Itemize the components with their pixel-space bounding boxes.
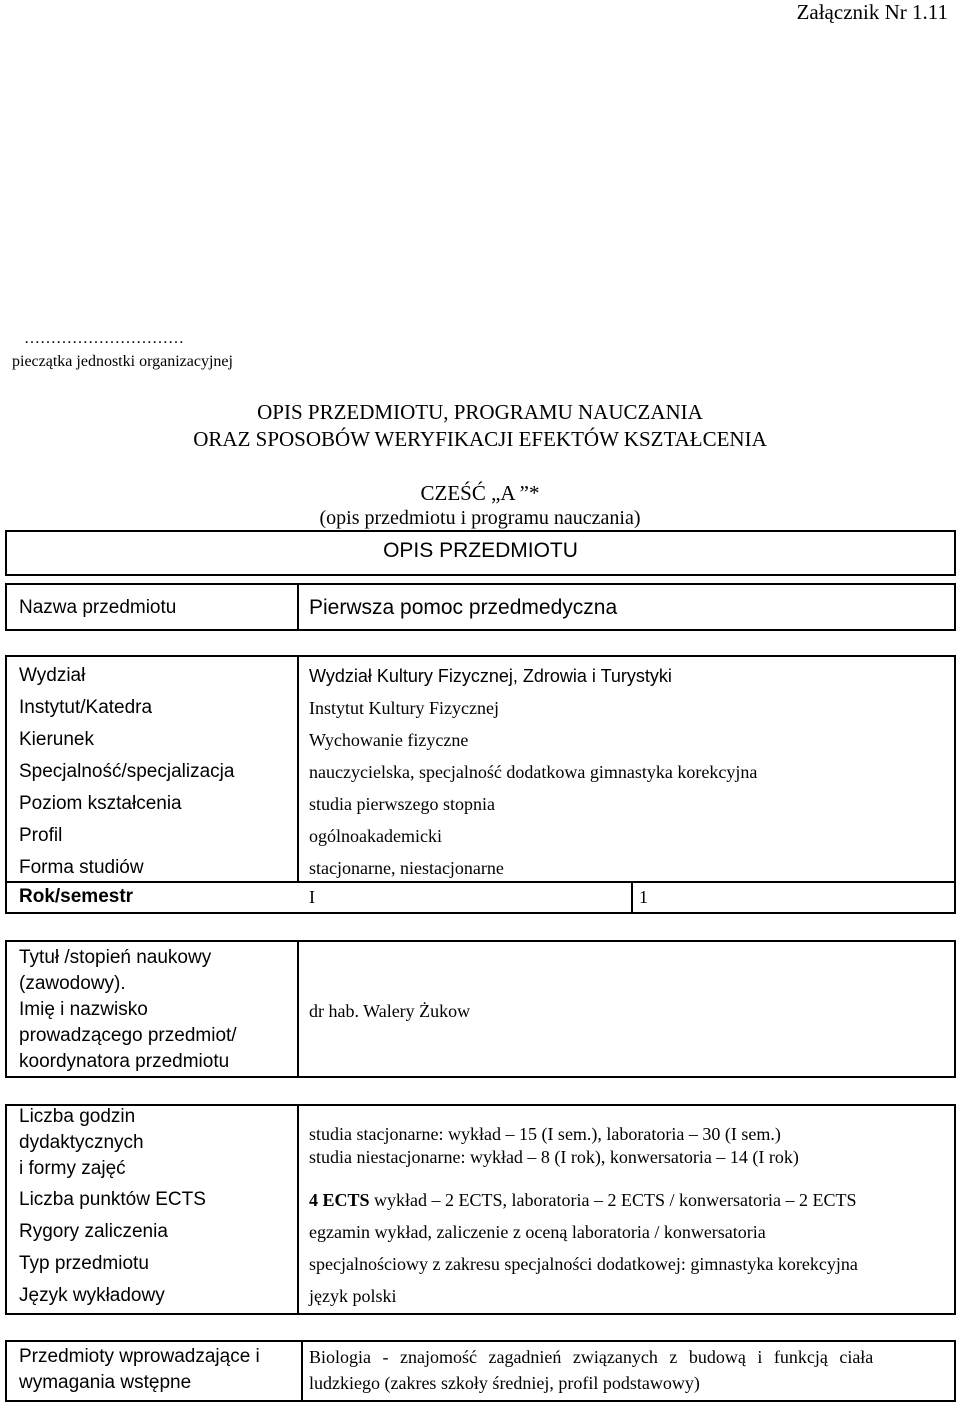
prereq-label-1: Przedmioty wprowadzające i (19, 1346, 260, 1367)
teacher-label-4: prowadzącego przedmiot/ (19, 1025, 237, 1046)
title-line-1: OPIS PRZEDMIOTU, PROGRAMU NAUCZANIA (257, 400, 703, 424)
hours-label-3: i formy zajęć (19, 1158, 126, 1179)
subject-label: Nazwa przedmiotu (19, 597, 177, 618)
institute-value: Instytut Kultury Fizycznej (309, 698, 499, 718)
rules-value: egzamin wykład, zaliczenie z oceną laboratoria / konwersatoria (309, 1222, 766, 1242)
institute-label: Instytut/Katedra (19, 697, 153, 718)
teacher-label-5: koordynatora przedmiotu (19, 1051, 230, 1072)
stamp-dots: ………………………… (24, 330, 184, 347)
teacher-label-2: (zawodowy). (19, 973, 126, 994)
hours-fulltime: studia stacjonarne: wykład – 15 (I sem.), laboratoria – 30 (I sem.) (309, 1124, 781, 1144)
rules-label: Rygory zaliczenia (19, 1221, 168, 1242)
ects-total: 4 ECTS (309, 1190, 370, 1210)
details-block (5, 655, 956, 914)
type-label: Typ przedmiotu (19, 1253, 149, 1274)
ects-breakdown: wykład – 2 ECTS, laboratoria – 2 ECTS / konwersatoria – 2 ECTS (369, 1190, 857, 1210)
teacher-value: dr hab. Walery Żukow (309, 1001, 471, 1021)
type-value: specjalnościowy z zakresu specjalności dodatkowej: gimnastyka korekcyjna (309, 1254, 858, 1274)
hours-parttime: studia niestacjonarne: wykład – 8 (I rok), konwersatoria – 14 (I rok) (309, 1147, 799, 1167)
ects-value (309, 1190, 856, 1211)
profile-label: Profil (19, 825, 63, 846)
ects-label: Liczba punktów ECTS (19, 1189, 206, 1210)
study-form-label: Forma studiów (19, 857, 144, 878)
hours-label-2: dydaktycznych (19, 1132, 144, 1153)
semester-value: 1 (639, 887, 648, 907)
hours-label-1: Liczba godzin (19, 1106, 136, 1127)
specialty-label: Specjalność/specjalizacja (19, 761, 235, 782)
faculty-value: Wydział Kultury Fizycznej, Zdrowia i Turystyki (309, 666, 672, 686)
prerequisites-block (5, 1340, 956, 1402)
subject-row (5, 583, 956, 631)
study-form-value: stacjonarne, niestacjonarne (309, 858, 504, 878)
course-info-block (5, 1104, 956, 1315)
title-line-2: ORAZ SPOSOBÓW WERYFIKACJI EFEKTÓW KSZTAŁCENIA (193, 427, 767, 451)
prereq-value-2: ludzkiego (zakres szkoły średniej, profil podstawowy) (309, 1373, 700, 1393)
divider (297, 942, 299, 1076)
section-heading-box (5, 530, 956, 576)
level-value: studia pierwszego stopnia (309, 794, 495, 814)
divider (297, 585, 299, 629)
divider (297, 657, 299, 883)
divider (631, 881, 633, 912)
language-label: Język wykładowy (19, 1285, 165, 1306)
faculty-label: Wydział (19, 665, 86, 686)
language-value: język polski (309, 1286, 397, 1306)
part-subtitle: (opis przedmiotu i programu nauczania) (319, 507, 641, 529)
part-title: CZEŚĆ „A ”* (420, 481, 540, 505)
year-semester-label: Rok/semestr (19, 886, 134, 907)
specialty-value: nauczycielska, specjalność dodatkowa gimnastyka korekcyjna (309, 762, 758, 782)
divider (301, 1342, 303, 1400)
stamp-label: pieczątka jednostki organizacyjnej (12, 353, 233, 370)
divider (297, 1106, 299, 1313)
prereq-label-2: wymagania wstępne (19, 1372, 192, 1393)
teacher-label-1: Tytuł /stopień naukowy (19, 947, 212, 968)
prereq-value-1: Biologia - znajomość zagadnień związanych z budową i funkcją ciała (309, 1347, 874, 1367)
teacher-block (5, 940, 956, 1078)
teacher-label-3: Imię i nazwisko (19, 999, 148, 1020)
subject-value: Pierwsza pomoc przedmedyczna (309, 596, 618, 619)
field-label: Kierunek (19, 729, 94, 750)
year-value: I (309, 887, 315, 907)
section-heading: OPIS PRZEDMIOTU (383, 539, 578, 562)
annex-number: Załącznik Nr 1.11 (796, 0, 948, 24)
field-value: Wychowanie fizyczne (309, 730, 469, 750)
divider (7, 881, 954, 883)
level-label: Poziom kształcenia (19, 793, 182, 814)
profile-value: ogólnoakademicki (309, 826, 442, 846)
